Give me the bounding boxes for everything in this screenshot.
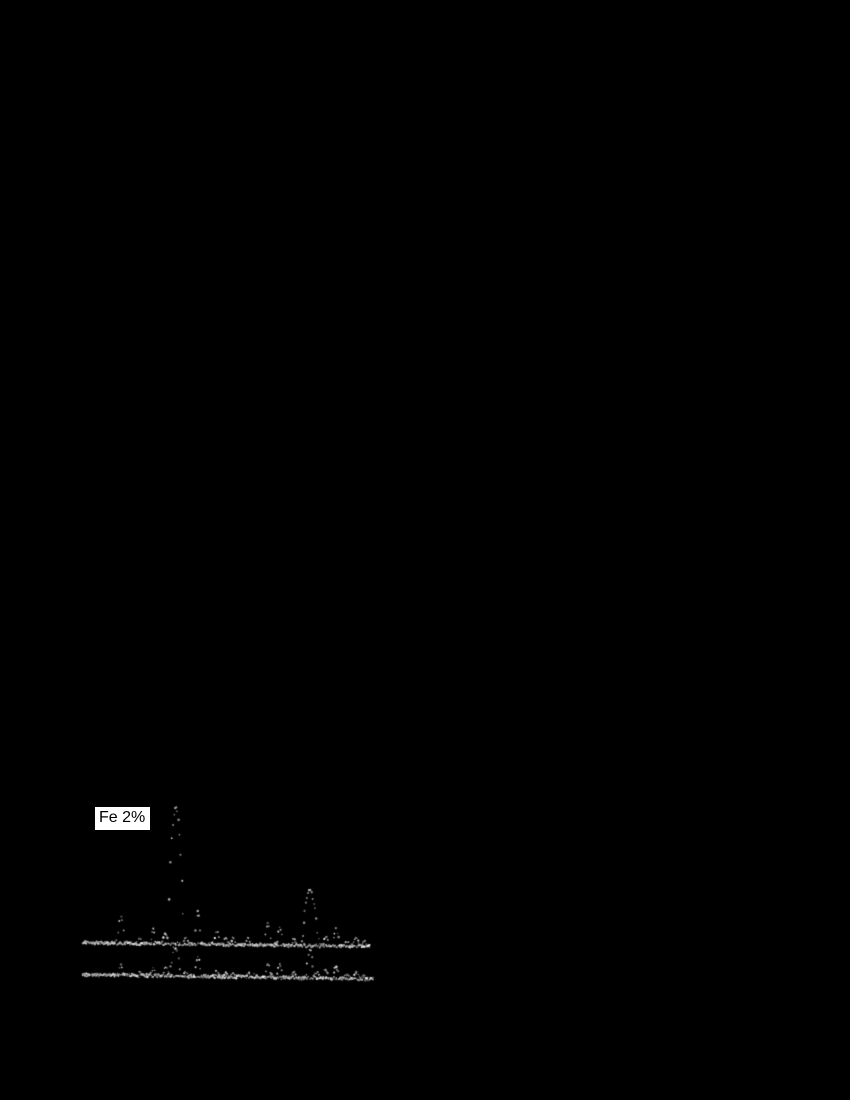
sample-label: Fe 2%: [94, 806, 151, 831]
